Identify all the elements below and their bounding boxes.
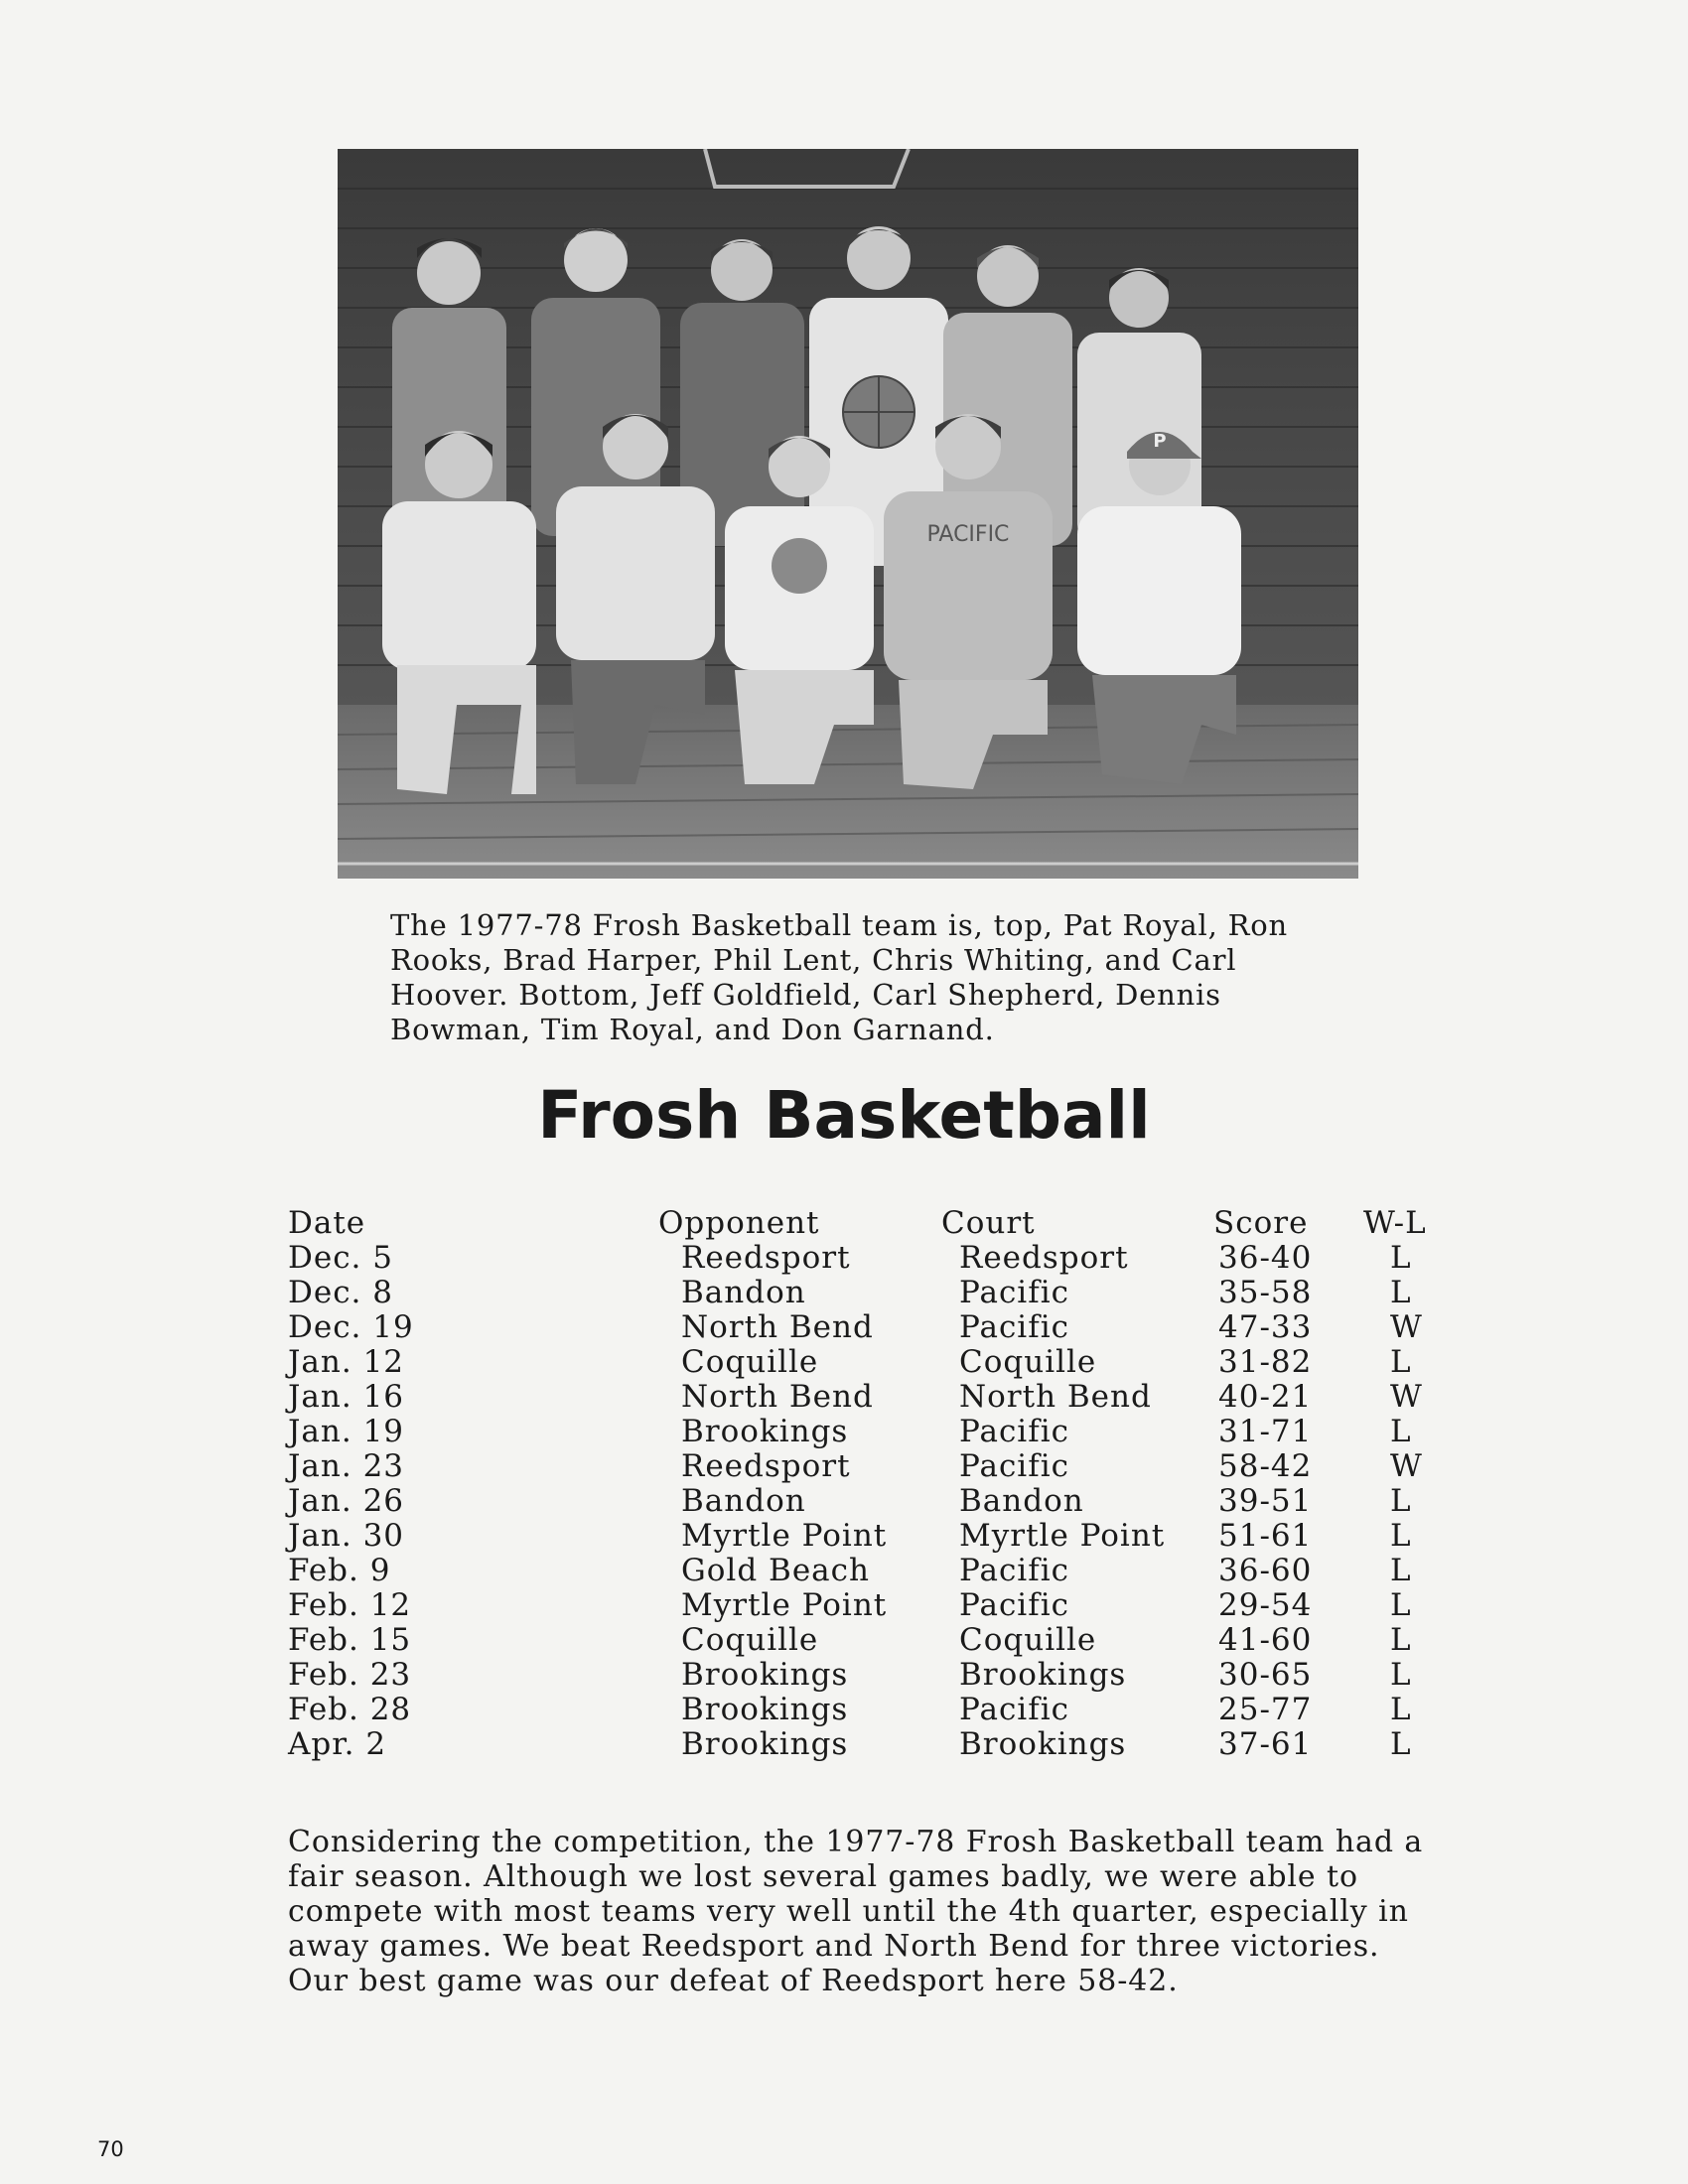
cap-letter: P <box>1153 431 1167 452</box>
cell-court: Bandon <box>959 1483 1084 1519</box>
table-row <box>288 1658 1460 1693</box>
cell-score: 35-58 <box>1218 1275 1313 1310</box>
cell-wl: L <box>1390 1240 1412 1276</box>
table-row <box>288 1415 1460 1449</box>
header-wl: W-L <box>1363 1205 1427 1241</box>
cell-date: Feb. 9 <box>288 1553 391 1588</box>
table-row <box>288 1241 1460 1276</box>
shirt-lettering: PACIFIC <box>926 522 1010 547</box>
cell-court: Pacific <box>959 1414 1069 1449</box>
header-score: Score <box>1213 1205 1309 1241</box>
cell-date: Feb. 28 <box>288 1692 412 1727</box>
cell-score: 47-33 <box>1218 1309 1313 1345</box>
header-court: Court <box>941 1205 1036 1241</box>
cell-opponent: Gold Beach <box>681 1553 870 1588</box>
cell-score: 29-54 <box>1218 1587 1313 1623</box>
cell-court: Reedsport <box>959 1240 1129 1276</box>
cell-opponent: Brookings <box>681 1657 849 1693</box>
table-row <box>288 1380 1460 1415</box>
cell-opponent: Reedsport <box>681 1448 851 1484</box>
table-row <box>288 1588 1460 1623</box>
cell-score: 25-77 <box>1218 1692 1313 1727</box>
cell-court: Coquille <box>959 1622 1097 1658</box>
cell-opponent: Brookings <box>681 1726 849 1762</box>
cell-score: 31-82 <box>1218 1344 1313 1380</box>
cell-court: Pacific <box>959 1448 1069 1484</box>
cell-court: Pacific <box>959 1275 1069 1310</box>
season-summary: Considering the competition, the 1977-78 Frosh Basketball team had a fair season. Although we lost several games badly, we were able to compete with most teams very well until the 4th quarter, especially in away games. We beat Reedsport and North Bend for three victories. Our best game was our defeat of Reedsport here 58-42. <box>288 1825 1424 1998</box>
cell-wl: L <box>1390 1726 1412 1762</box>
cell-wl: W <box>1390 1379 1423 1415</box>
cell-opponent: Bandon <box>681 1275 806 1310</box>
cell-date: Dec. 19 <box>288 1309 414 1345</box>
cell-court: Myrtle Point <box>959 1518 1166 1554</box>
cell-date: Jan. 23 <box>288 1448 405 1484</box>
cell-score: 30-65 <box>1218 1657 1313 1693</box>
cell-wl: L <box>1390 1692 1412 1727</box>
cell-score: 58-42 <box>1218 1448 1313 1484</box>
cell-opponent: Coquille <box>681 1344 819 1380</box>
cell-opponent: North Bend <box>681 1309 874 1345</box>
cell-score: 40-21 <box>1218 1379 1313 1415</box>
table-row <box>288 1276 1460 1310</box>
cell-date: Jan. 26 <box>288 1483 405 1519</box>
cell-court: Pacific <box>959 1587 1069 1623</box>
cell-wl: L <box>1390 1587 1412 1623</box>
team-photo <box>338 149 1358 879</box>
gym-floor <box>338 705 1358 879</box>
cell-wl: L <box>1390 1414 1412 1449</box>
cell-court: Pacific <box>959 1553 1069 1588</box>
cell-wl: W <box>1390 1309 1423 1345</box>
schedule-rows <box>288 1241 1460 1762</box>
cell-opponent: Reedsport <box>681 1240 851 1276</box>
cell-score: 37-61 <box>1218 1726 1313 1762</box>
cell-court: Coquille <box>959 1344 1097 1380</box>
table-row <box>288 1484 1460 1519</box>
header-opponent: Opponent <box>658 1205 820 1241</box>
schedule-table <box>288 1206 1460 1762</box>
schedule-header-row <box>288 1206 1460 1241</box>
cell-date: Feb. 12 <box>288 1587 412 1623</box>
cell-court: Brookings <box>959 1726 1127 1762</box>
table-row <box>288 1449 1460 1484</box>
cell-date: Apr. 2 <box>288 1726 387 1762</box>
cell-opponent: Bandon <box>681 1483 806 1519</box>
table-row <box>288 1345 1460 1380</box>
cell-wl: L <box>1390 1344 1412 1380</box>
cell-score: 36-40 <box>1218 1240 1313 1276</box>
table-row <box>288 1623 1460 1658</box>
header-date: Date <box>288 1205 366 1241</box>
cell-opponent: Brookings <box>681 1414 849 1449</box>
table-row <box>288 1727 1460 1762</box>
table-row <box>288 1554 1460 1588</box>
cell-wl: W <box>1390 1448 1423 1484</box>
cell-score: 31-71 <box>1218 1414 1313 1449</box>
cell-opponent: Myrtle Point <box>681 1587 888 1623</box>
cell-wl: L <box>1390 1518 1412 1554</box>
cell-date: Jan. 30 <box>288 1518 405 1554</box>
table-row <box>288 1519 1460 1554</box>
cell-date: Jan. 16 <box>288 1379 405 1415</box>
cell-wl: L <box>1390 1483 1412 1519</box>
cell-wl: L <box>1390 1275 1412 1310</box>
cell-score: 39-51 <box>1218 1483 1313 1519</box>
cell-wl: L <box>1390 1553 1412 1588</box>
cell-date: Jan. 19 <box>288 1414 405 1449</box>
cell-court: Brookings <box>959 1657 1127 1693</box>
table-row <box>288 1310 1460 1345</box>
team-photo-illustration <box>338 149 1358 879</box>
cell-date: Jan. 12 <box>288 1344 405 1380</box>
cell-score: 36-60 <box>1218 1553 1313 1588</box>
cell-wl: L <box>1390 1622 1412 1658</box>
cell-opponent: Myrtle Point <box>681 1518 888 1554</box>
cell-court: Pacific <box>959 1692 1069 1727</box>
cell-date: Feb. 15 <box>288 1622 412 1658</box>
cell-opponent: North Bend <box>681 1379 874 1415</box>
photo-caption: The 1977-78 Frosh Basketball team is, top, Pat Royal, Ron Rooks, Brad Harper, Phil Lent, Chris Whiting, and Carl Hoover. Bottom, Jeff Goldfield, Carl Shepherd, Dennis Bowman, Tim Royal, and Don Garnand. <box>390 908 1288 1046</box>
cell-court: Pacific <box>959 1309 1069 1345</box>
cell-score: 41-60 <box>1218 1622 1313 1658</box>
cell-opponent: Brookings <box>681 1692 849 1727</box>
cell-wl: L <box>1390 1657 1412 1693</box>
page-number: 70 <box>97 2137 124 2161</box>
cell-court: North Bend <box>959 1379 1152 1415</box>
cell-date: Feb. 23 <box>288 1657 412 1693</box>
cell-opponent: Coquille <box>681 1622 819 1658</box>
cell-date: Dec. 5 <box>288 1240 393 1276</box>
cell-score: 51-61 <box>1218 1518 1313 1554</box>
page-title: Frosh Basketball <box>537 1077 1151 1154</box>
cell-date: Dec. 8 <box>288 1275 393 1310</box>
table-row <box>288 1693 1460 1727</box>
